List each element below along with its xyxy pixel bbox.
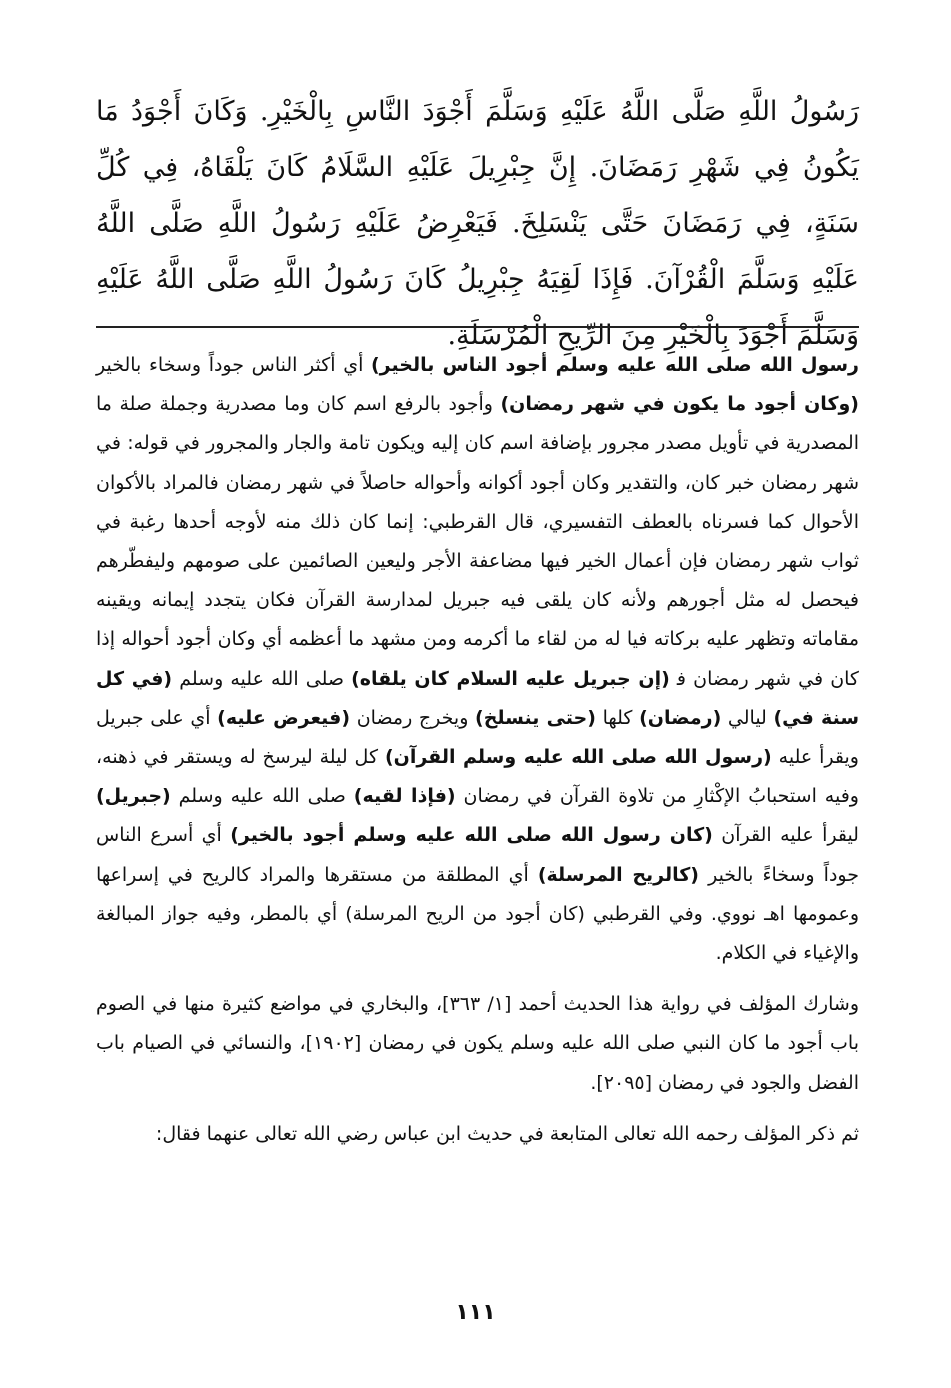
explanation-text: ليقرأ عليه القرآن — [712, 824, 859, 847]
quoted-phrase: (حتى ينسلخ) — [475, 706, 596, 729]
page-number: ١١١ — [455, 1300, 496, 1325]
explanation-text: أي على جبريل ويقرأ عليه — [96, 706, 859, 769]
explanation-text: صلى الله عليه وسلم — [172, 667, 352, 690]
explanation-text: صلى الله عليه وسلم — [170, 785, 354, 808]
explanation-text: أي أسرع الناس جوداً وسخاءً بالخير — [96, 824, 859, 886]
commentary-paragraph-3: ثم ذكر المؤلف رحمه الله تعالى المتابعة في حديث ابن عباس رضي الله تعالى عنهما فقال: — [155, 1122, 859, 1145]
quoted-phrase: (رمضان) — [639, 706, 722, 729]
quoted-phrase: (فإذا لقيه) — [353, 785, 456, 808]
quoted-phrase: (إن جبريل عليه السلام كان يلقاه) — [351, 667, 670, 690]
explanation-text: أي المطلقة من مستقرها والمراد كالريح في إسراعها وعمومها اهـ نووي. وفي القرطبي (كان أجود من الريح المرسلة) أي بالمطر، وفيه جواز المبالغة والإغياء في الكلام. — [96, 863, 859, 965]
hadith-text: رَسُولُ اللَّهِ صَلَّى اللَّهُ عَلَيْهِ وَسَلَّمَ أَجْوَدَ النَّاسِ بِالْخَيْرِ. وَكَانَ أَجْوَدُ مَا يَكُونُ فِي شَهْرِ رَمَضَانَ. إِنَّ جِبْرِيلَ عَلَيْهِ السَّلَامُ كَانَ يَلْقَاهُ، فِي كُلِّ سَنَةٍ، فِي رَمَضَانَ حَتَّى يَنْسَلِخَ. فَيَعْرِضُ عَلَيْهِ رَسُولُ اللَّهِ صَلَّى اللَّهُ عَلَيْهِ وَسَلَّمَ الْقُرْآنَ. فَإِذَا لَقِيَهُ جِبْرِيلُ كَانَ رَسُولُ اللَّهِ صَلَّى اللَّهُ عَلَيْهِ وَسَلَّمَ أَجْوَدَ بِالْخَيْرِ مِنَ الرِّيحِ الْمُرْسَلَةِ. — [96, 96, 859, 351]
quoted-phrase: (وكان أجود ما يكون في شهر رمضان) — [500, 393, 859, 416]
quoted-phrase: (كان رسول الله صلى الله عليه وسلم أجود بالخير) — [230, 824, 713, 847]
explanation-text: وأجود بالرفع اسم كان وما مصدرية وجملة صلة ما المصدرية في تأويل مصدر مجرور بإضافة اسم كان إليه ويكون تامة والجار والمجرور في قوله: في شهر رمضان خبر كان، والتقدير وكان أجود أكوانه وأحواله حاصلاً في شهر رمضان فالمراد بالأكوان الأحوال كما فسرناه بالعطف التفسيري، قال القرطبي: إنما كان ذلك منه لأوجه أحدها رغبة في ثواب شهر رمضان فإن أعمال الخير فيها مضاعفة الأجر وليعين الصائمين على صومهم وليفطّرهم فيحصل له مثل أجورهم ولأنه كان يلقى فيه جبريل لمدارسة القرآن فكان يتجدد إيمانه ويقينه مقاماته وتظهر عليه بركاته فيا له من لقاء ما أكرمه ومن مشهد ما أعظمه أي وكان أجود أحواله إذا كان في شهر رمضان ف‍ — [96, 393, 859, 690]
explanation-text: كلها — [595, 706, 640, 729]
quoted-phrase: (رسول الله صلى الله عليه وسلم القرآن) — [384, 746, 772, 769]
quoted-phrase: (في كل سنة في) — [96, 667, 860, 729]
explanation-text: ليالي — [721, 706, 774, 729]
quoted-phrase: (كالريح المرسلة) — [537, 863, 699, 886]
quoted-phrase: رسول الله صلى الله عليه وسلم أجود الناس بالخير) — [371, 354, 859, 376]
explanation-text: كل ليلة ليرسخ له ويستقر في ذهنه، وفيه استحبابُ الإكْثارِ من تلاوة القرآن في رمضان — [96, 746, 859, 808]
explanation-text: أي أكثر الناس جوداً وسخاء بالخير — [96, 354, 371, 376]
explanation-text: ويخرج رمضان — [350, 706, 476, 729]
quoted-phrase: (فيعرض عليه) — [217, 706, 351, 729]
commentary-paragraph-1 — [96, 346, 859, 973]
commentary-paragraph-2: وشارك المؤلف في رواية هذا الحديث أحمد [١/ ٣٦٣]، والبخاري في مواضع كثيرة منها في الصوم باب أجود ما كان النبي صلى الله عليه وسلم يكون في رمضان [١٩٠٢]، والنسائي في الصيام باب الفضل والجود في رمضان [٢٠٩٥]. — [96, 993, 859, 1094]
hadith-text-block — [96, 84, 859, 364]
quoted-phrase: (جبريل) — [96, 785, 171, 808]
footnote-separator — [96, 326, 859, 328]
commentary-block — [96, 346, 859, 1154]
